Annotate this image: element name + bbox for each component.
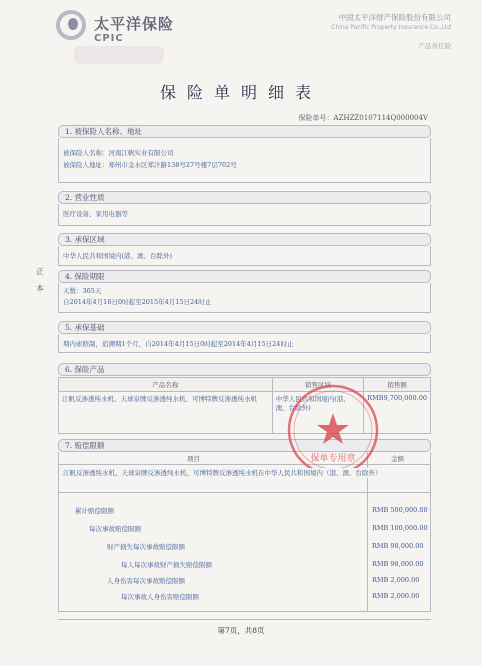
- policy-number: 保险单号：AZHZZ0107114Q000004V: [298, 114, 428, 122]
- section-heading-products: 6. 保险产品: [58, 363, 431, 376]
- page-title: 保险单明细表: [159, 83, 322, 102]
- section-heading-insured: 1. 被保险人名称、地址: [58, 125, 431, 138]
- side-label-2: 本: [36, 284, 44, 293]
- period-range: 自2014年4月16日0时起至2015年4月15日24时止: [63, 298, 212, 306]
- seal-text: 保单专用章: [310, 454, 356, 464]
- business-nature: 医疗设备、家用电器等: [63, 210, 128, 218]
- product-sales: RMB9,700,000.00: [364, 392, 431, 434]
- company-name-en: China Pacific Property Insurance Co.,Ltd: [331, 24, 451, 31]
- company-name-cn: 中国太平洋财产保险股份有限公司: [338, 13, 451, 22]
- cpic-logo-icon: [56, 10, 86, 40]
- section-heading-business: 2. 营业性质: [58, 191, 431, 204]
- side-label-1: 正: [36, 267, 44, 276]
- insured-name: 被保险人名称：河南江帆实业有限公司: [63, 149, 174, 157]
- section-body-business: [58, 204, 431, 226]
- col-sales-region: 销售区域: [272, 378, 364, 392]
- limit-amount: RMB 2,000.00: [372, 576, 420, 584]
- section-body-insured: [58, 138, 431, 183]
- limit-name: 人身伤害每次事故赔偿限额: [107, 577, 185, 585]
- coverage-basis: 期内索赔制，追溯期1个月，自2014年4月15日0时起至2014年4月15日24时止: [63, 340, 294, 348]
- limit-amount: RMB 500,000.00: [372, 506, 428, 514]
- section-heading-period: 4. 保险期限: [58, 270, 431, 283]
- section-body-basis: [58, 334, 431, 353]
- cpic-logo: [56, 10, 186, 48]
- limit-name: 每人每次事故财产损失赔偿限额: [121, 561, 212, 569]
- limit-amount: RMB 98,000.00: [372, 542, 424, 550]
- section-heading-basis: 5. 承保基础: [58, 321, 431, 334]
- col-sales-amount: 销售额: [364, 378, 431, 392]
- limit-amount: RMB 98,000.00: [372, 560, 424, 568]
- product-region: 中华人民共和国境内(港、澳、台除外): [272, 392, 364, 434]
- col-product-name: 产品名称: [59, 378, 273, 392]
- section-body-region: [58, 246, 431, 266]
- limit-name: 每次事故赔偿限额: [89, 525, 141, 533]
- official-seal: [286, 383, 380, 477]
- limit-name: 每次事故人身伤害赔偿限额: [121, 593, 199, 601]
- section-heading-region: 3. 承保区域: [58, 233, 431, 246]
- section-body-period: [58, 283, 431, 313]
- limits-scope: 江帆反渗透纯水机、天球泉牌反渗透纯水机、可博特牌反渗透纯水机在中华人民共和国境内（港、澳、台除外）: [63, 468, 428, 478]
- insured-address: 被保险人地址：郑州市金水区郑汴路138号27号楼7层702号: [63, 161, 237, 169]
- limit-amount: RMB 100,000.00: [372, 524, 428, 532]
- product-name: 江帆反渗透纯水机、天球泉牌反渗透纯水机、可博特牌反渗透纯水机: [59, 392, 273, 434]
- col-amount: 金额: [391, 455, 404, 463]
- logo-english: CPIC: [94, 33, 124, 44]
- logo-chinese: 太平洋保险: [94, 15, 175, 33]
- section-heading-limits: 7. 赔偿限额: [58, 439, 431, 452]
- stamp-smudge: [74, 46, 164, 64]
- limit-amount: RMB 2,000.00: [372, 592, 420, 600]
- col-item: 项目: [187, 455, 200, 463]
- period-days: 天数：365天: [63, 287, 102, 295]
- insurance-type: 产品责任险: [418, 42, 451, 50]
- page-footer: 第7页，共8页: [217, 626, 265, 635]
- coverage-region: 中华人民共和国境内(港、澳、台除外): [63, 252, 173, 260]
- limit-name: 累计赔偿限额: [75, 507, 114, 515]
- limits-table: [58, 452, 431, 612]
- limit-name: 财产损失每次事故赔偿限额: [107, 543, 185, 551]
